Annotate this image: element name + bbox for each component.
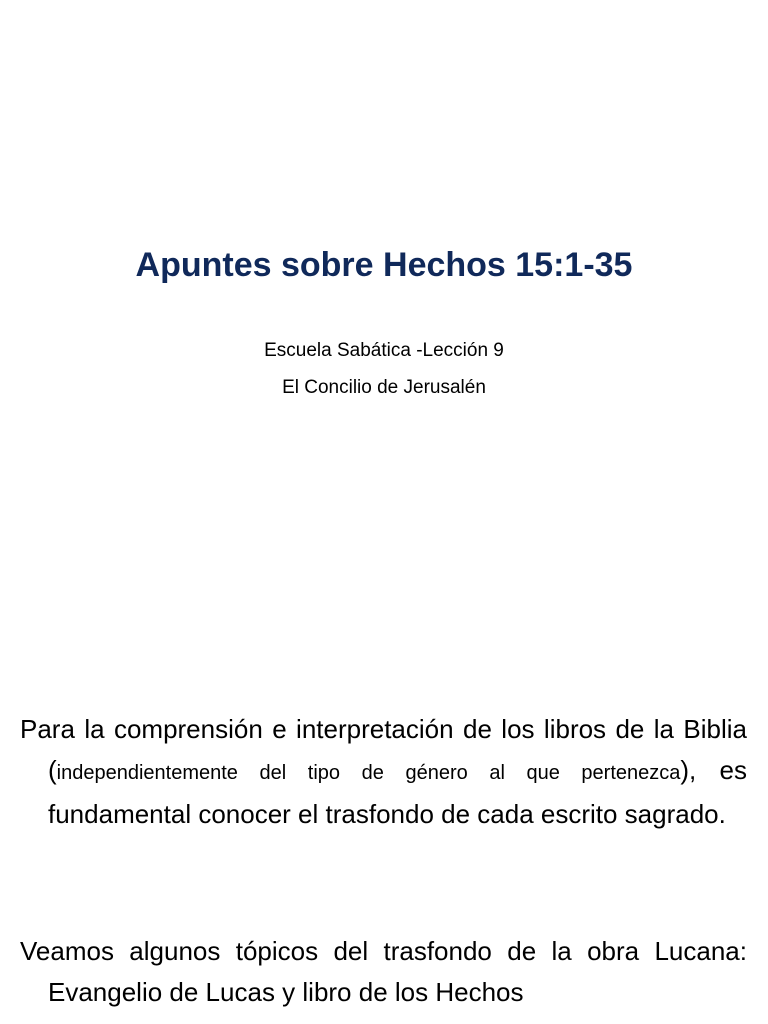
slide-title: Apuntes sobre Hechos 15:1-35 — [135, 245, 633, 284]
topics-paragraph: Veamos algunos tópicos del trasfondo de la obra Lucana: Evangelio de Lucas y libro de los Hechos — [20, 936, 747, 1007]
council-subtitle: El Concilio de Jerusalén — [282, 377, 486, 398]
lesson-subtitle: Escuela Sabática -Lección 9 — [264, 340, 504, 361]
intro-paragraph-text-2: ), es fundamental conocer el trasfondo de cada escrito sagrado. — [48, 755, 747, 829]
intro-paragraph-parenthetical: independientemente del tipo de género al que pertenezca — [56, 762, 681, 784]
intro-paragraph — [20, 709, 747, 835]
intro-paragraph-text-1: Para la comprensión e interpretación de los libros de la Biblia ( — [20, 714, 747, 785]
subtitle-block — [0, 332, 768, 406]
